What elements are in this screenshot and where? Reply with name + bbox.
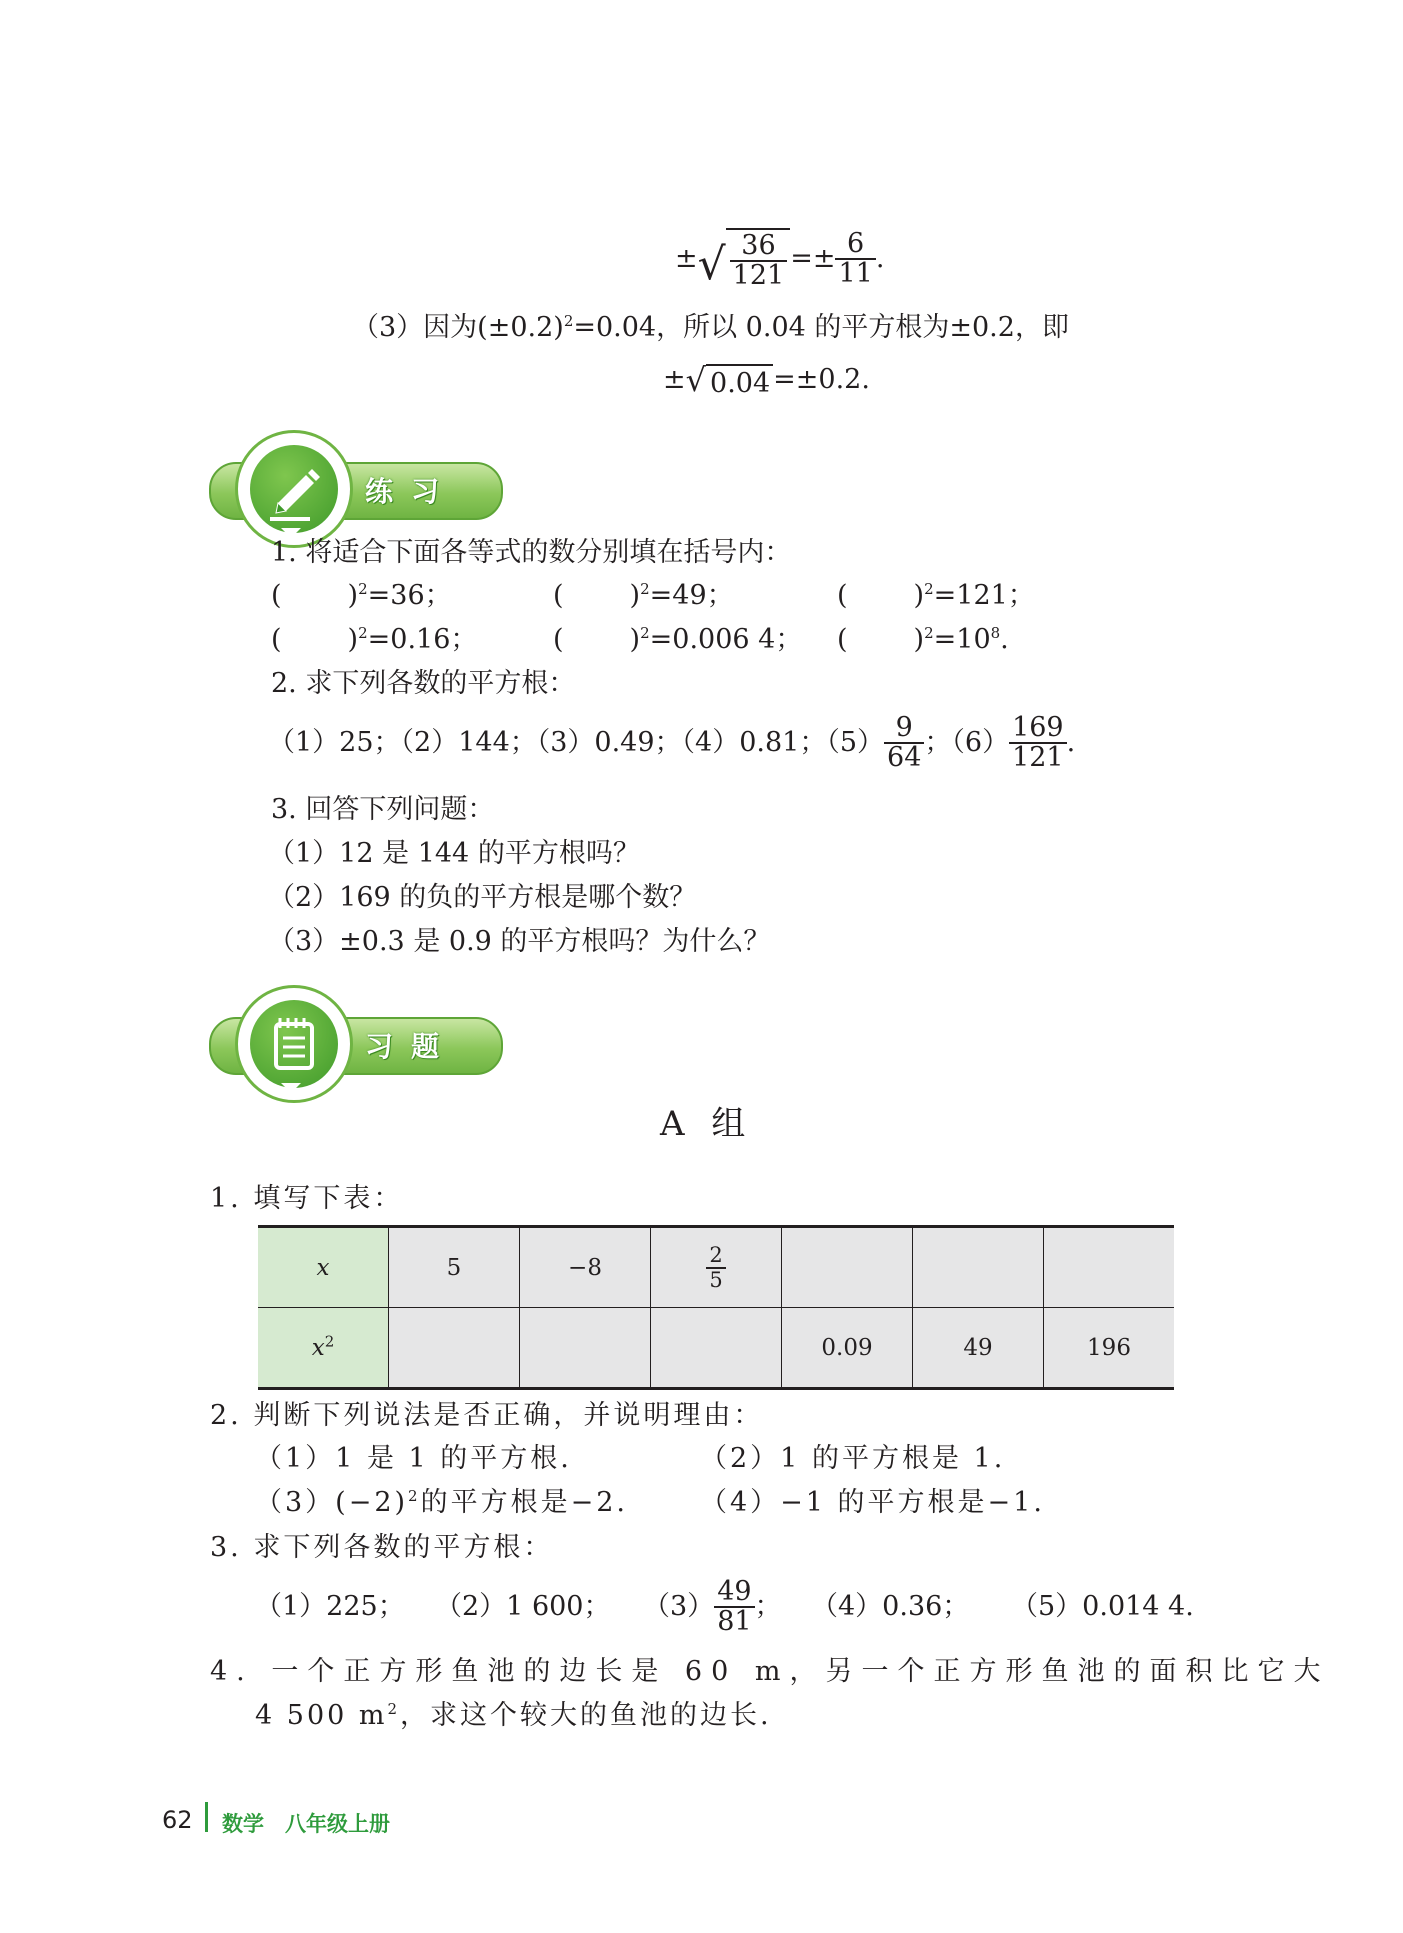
practice-q2-items xyxy=(268,714,1075,773)
fraction-numerator: 49 xyxy=(714,1578,754,1608)
exercise-2-item-1: （1）1 是 1 的平方根. xyxy=(255,1443,572,1474)
paren: ( xyxy=(271,624,282,655)
item-text: （3） xyxy=(643,1590,715,1622)
equation-rest: =±0.2. xyxy=(773,363,870,395)
practice-banner xyxy=(205,430,505,550)
item-text: 4 500 m xyxy=(255,1700,388,1731)
paren: ( xyxy=(837,580,848,611)
fraction-numerator: 9 xyxy=(884,714,924,744)
fraction-169-121 xyxy=(1009,714,1067,773)
table-cell xyxy=(389,1308,520,1389)
exercise-2-item-3 xyxy=(255,1487,628,1518)
superscript: 2 xyxy=(924,624,934,642)
practice-q3-item-3: （3）±0.3 是 0.9 的平方根吗？为什么？ xyxy=(268,926,771,957)
rest: =10 xyxy=(933,624,991,655)
practice-q1-row2 xyxy=(271,624,1009,655)
blank-item-4 xyxy=(271,624,553,655)
plus-minus: ± xyxy=(675,242,698,274)
paren: ) xyxy=(347,624,359,655)
item-d: （4）0.36； xyxy=(811,1590,970,1622)
exercise-1: 1. 填写下表： xyxy=(210,1183,404,1214)
superscript: 2 xyxy=(324,1331,335,1350)
practice-q1-row1 xyxy=(271,580,1035,611)
exercise-4-line-2 xyxy=(255,1700,772,1731)
table-head-x-squared xyxy=(258,1308,389,1389)
fraction-numerator: 2 xyxy=(706,1244,725,1268)
fraction-denominator: 121 xyxy=(732,260,785,292)
paren: ) xyxy=(913,624,925,655)
item-c xyxy=(643,1578,811,1637)
table-row xyxy=(258,1227,1174,1308)
superscript: 2 xyxy=(387,1700,401,1718)
table-cell: 196 xyxy=(1044,1308,1175,1389)
blank-item-1 xyxy=(271,580,553,611)
page-number: 62 xyxy=(162,1806,193,1834)
equals-plus-minus: =± xyxy=(790,242,836,274)
paren: ) xyxy=(347,580,359,611)
superscript: 8 xyxy=(990,624,1001,642)
practice-q3-item-1: （1）12 是 144 的平方根吗？ xyxy=(268,838,640,869)
paren: ( xyxy=(553,624,564,655)
item-text: （3）(−2) xyxy=(255,1487,409,1518)
period: . xyxy=(1000,624,1009,655)
superscript: 2 xyxy=(358,580,368,598)
group-title: A 组 xyxy=(660,1104,754,1144)
blank-item-2 xyxy=(553,580,837,611)
exercise-3-items xyxy=(255,1578,1194,1637)
item-a: （1）225； xyxy=(255,1590,405,1622)
superscript: 2 xyxy=(640,624,650,642)
table-cell xyxy=(1044,1227,1175,1308)
x-label: x xyxy=(311,1334,325,1361)
item-b: （2）1 600； xyxy=(435,1590,611,1622)
table-cell xyxy=(651,1308,782,1389)
fraction-49-81 xyxy=(714,1578,754,1637)
superscript: 2 xyxy=(563,312,574,330)
fraction-9-64 xyxy=(884,714,924,773)
practice-q2: 2. 求下列各数的平方根： xyxy=(271,668,576,699)
exercises-banner xyxy=(205,985,505,1105)
rest: =0.16； xyxy=(367,624,478,655)
table-cell xyxy=(782,1227,913,1308)
step-text: =0.04，所以 0.04 的平方根为±0.2，即 xyxy=(573,312,1069,343)
fraction-denominator: 81 xyxy=(717,1606,752,1638)
fraction-2-5 xyxy=(706,1244,725,1290)
paren: ( xyxy=(837,624,848,655)
practice-label: 练习 xyxy=(365,475,458,508)
exercise-2-item-2: （2）1 的平方根是 1. xyxy=(700,1443,1006,1474)
plus-minus: ± xyxy=(663,363,686,395)
exercises-label: 习题 xyxy=(365,1030,458,1063)
rest: =121； xyxy=(933,580,1035,611)
radicand: 0.04 xyxy=(706,364,773,399)
superscript: 2 xyxy=(924,580,934,598)
paren: ( xyxy=(553,580,564,611)
period: . xyxy=(875,242,885,274)
blank-item-5 xyxy=(553,624,837,655)
fraction-denominator: 11 xyxy=(838,258,873,290)
exercise-3: 3. 求下列各数的平方根： xyxy=(210,1532,554,1563)
exercise-4-line-1: 4. 一个正方形鱼池的边长是 60 m，另一个正方形鱼池的面积比它大 xyxy=(210,1656,1330,1687)
rest: =49； xyxy=(649,580,734,611)
fraction-denominator: 121 xyxy=(1012,742,1064,774)
practice-q3: 3. 回答下列问题： xyxy=(271,794,495,825)
superscript: 2 xyxy=(358,624,368,642)
sqrt-symbol: √ $\frac{36}{121}$ xyxy=(698,228,791,291)
table-cell xyxy=(651,1227,782,1308)
item-text: 的平方根是−2. xyxy=(420,1487,628,1518)
exercise-2-item-4: （4）−1 的平方根是−1. xyxy=(700,1487,1045,1518)
item-text: ，求这个较大的鱼池的边长. xyxy=(400,1700,772,1731)
fill-table xyxy=(258,1225,1174,1390)
period: . xyxy=(1066,726,1076,758)
item-e: （5）0.014 4. xyxy=(1011,1590,1194,1622)
superscript: 2 xyxy=(640,580,650,598)
table-cell: −8 xyxy=(520,1227,651,1308)
footer-divider xyxy=(205,1802,208,1832)
items-text: ；（6） xyxy=(924,726,1010,758)
banner-pointer xyxy=(281,1083,301,1093)
table-head-x xyxy=(258,1227,389,1308)
table-row xyxy=(258,1308,1174,1389)
paren: ( xyxy=(271,580,282,611)
book-title: 数学 八年级上册 xyxy=(222,1812,390,1836)
paren: ) xyxy=(629,624,641,655)
blank-item-6 xyxy=(837,624,1009,655)
equation-sqrt-0-04 xyxy=(663,362,870,399)
blank-item-3 xyxy=(837,580,1035,611)
table-cell: 49 xyxy=(913,1308,1044,1389)
item-text: ； xyxy=(754,1590,782,1622)
exercise-2: 2. 判断下列说法是否正确，并说明理由： xyxy=(210,1400,764,1431)
practice-q1: 1. 将适合下面各等式的数分别填在括号内： xyxy=(271,537,792,568)
fraction-numerator: 36 xyxy=(730,232,788,262)
paren: ) xyxy=(913,580,925,611)
fraction-denominator: 64 xyxy=(887,742,922,774)
fraction-denominator: 5 xyxy=(709,1267,723,1292)
practice-q3-item-2: （2）169 的负的平方根是哪个数？ xyxy=(268,882,697,913)
step-text: （3）因为(±0.2) xyxy=(352,312,564,343)
fraction-numerator: 169 xyxy=(1009,714,1067,744)
items-text: （1）25；（2）144；（3）0.49；（4）0.81；（5） xyxy=(268,726,885,758)
paren: ) xyxy=(629,580,641,611)
notepad-icon xyxy=(250,1000,338,1088)
notepad-icon-svg xyxy=(250,1000,338,1088)
rest: =0.006 4； xyxy=(649,624,803,655)
pencil-icon-svg xyxy=(250,445,338,533)
x-label: x xyxy=(316,1254,330,1281)
fraction-numerator: 6 xyxy=(835,230,875,260)
table-cell xyxy=(913,1227,1044,1308)
solution-step-3 xyxy=(352,312,1069,343)
pencil-icon xyxy=(250,445,338,533)
superscript: 2 xyxy=(408,1487,421,1505)
sqrt-symbol: √ 0.04 xyxy=(686,362,774,399)
table-cell xyxy=(520,1308,651,1389)
rest: =36； xyxy=(367,580,452,611)
table-cell: 0.09 xyxy=(782,1308,913,1389)
table-cell: 5 xyxy=(389,1227,520,1308)
equation-sqrt-36-121 xyxy=(675,228,884,291)
